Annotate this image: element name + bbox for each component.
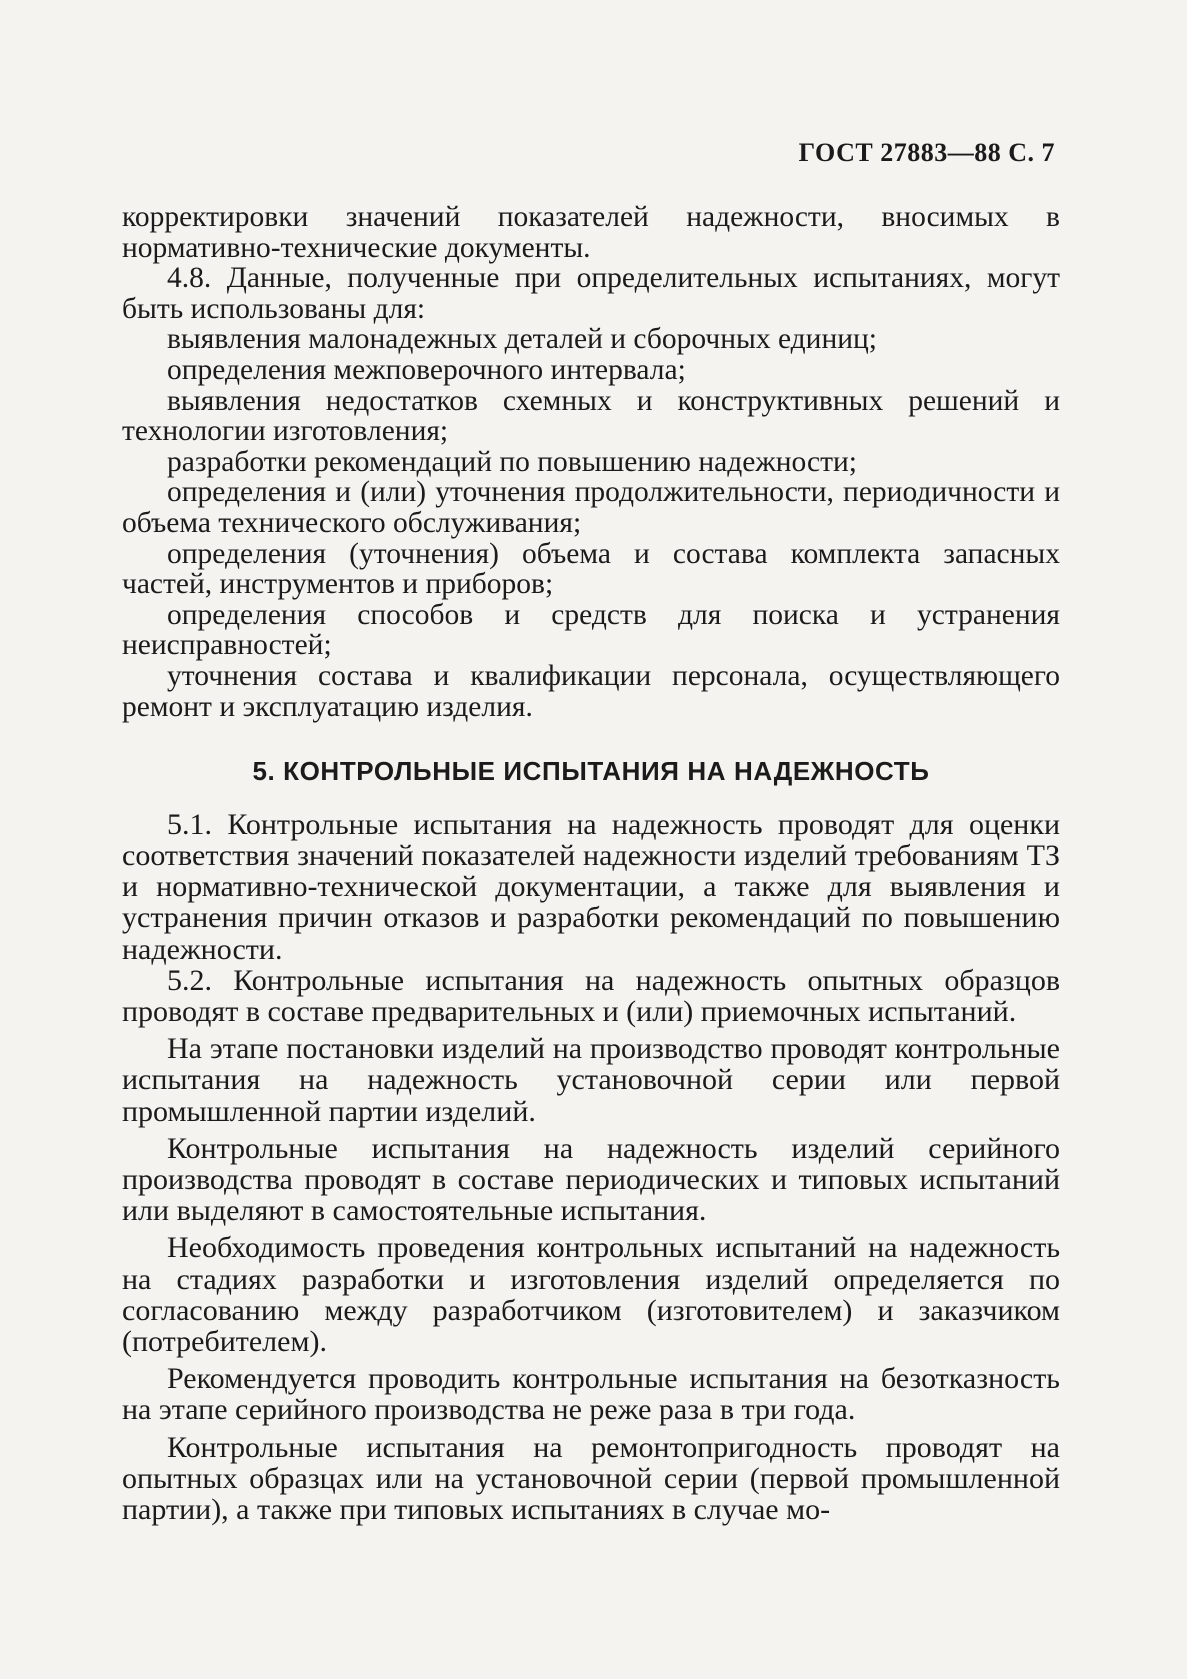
section-heading: 5. КОНТРОЛЬНЫЕ ИСПЫТАНИЯ НА НАДЕЖНОСТЬ [252, 756, 930, 787]
paragraph: 4.8. Данные, полученные при определительных испытаниях, могут быть использованы для: [122, 262, 1060, 325]
paragraph: Рекомендуется проводить контрольные испытания на безотказность на этапе серийного производства не реже раза в три года. [122, 1362, 1060, 1427]
paragraph: 5.2. Контрольные испытания на надежность опытных образцов проводят в составе предварительных и (или) приемочных испытаний. [122, 963, 1060, 1028]
section-5-body [122, 809, 1060, 1525]
page-header: ГОСТ 27883—88 С. 7 [798, 138, 1055, 167]
paragraph: корректировки значений показателей надежности, вносимых в нормативно-технические документы. [122, 201, 1060, 264]
list-item: уточнения состава и квалификации персонала, осуществляющего ремонт и эксплуатацию изделия. [122, 659, 1060, 723]
list-item: определения способов и средств для поиска и устранения неисправностей; [122, 598, 1060, 662]
paragraph: Контрольные испытания на ремонтопригодность проводят на опытных образцах или на установочной серии (первой промышленной партии), а также при типовых испытаниях в случае мо- [122, 1430, 1060, 1526]
document-body [122, 202, 1060, 1525]
list-item: выявления малонадежных деталей и сборочных единиц; [167, 323, 878, 356]
paragraph: Контрольные испытания на надежность изделий серийного производства проводят в составе периодических и типовых испытаний или выделяют в самостоятельные испытания. [122, 1131, 1060, 1228]
list-item: выявления недостатков схемных и конструктивных решений и технологии изготовления; [122, 384, 1060, 448]
paragraph: 5.1. Контрольные испытания на надежность проводят для оценки соответствия значений показателей надежности изделий требованиям ТЗ и нормативно-технической документации, а также для выявления и устранения причин отказов и разработки рекомендаций по повышению надежности. [122, 807, 1060, 966]
list-item: определения (уточнения) объема и состава комплекта запасных частей, инструментов и приборов; [122, 537, 1060, 601]
list-item: определения межповерочного интервала; [167, 353, 686, 386]
paragraph: На этапе постановки изделий на производство проводят контрольные испытания на надежность установочной серии или первой промышленной партии изделий. [122, 1032, 1060, 1128]
list-item: разработки рекомендаций по повышению надежности; [167, 445, 857, 478]
paragraph: Необходимость проведения контрольных испытаний на надежность на стадиях разработки и изготовления изделий определяется по согласованию между разработчиком (изготовителем) и заказчиком (потребителем). [122, 1231, 1060, 1358]
list-item: определения и (или) уточнения продолжительности, периодичности и объема технического обслуживания; [122, 476, 1060, 539]
